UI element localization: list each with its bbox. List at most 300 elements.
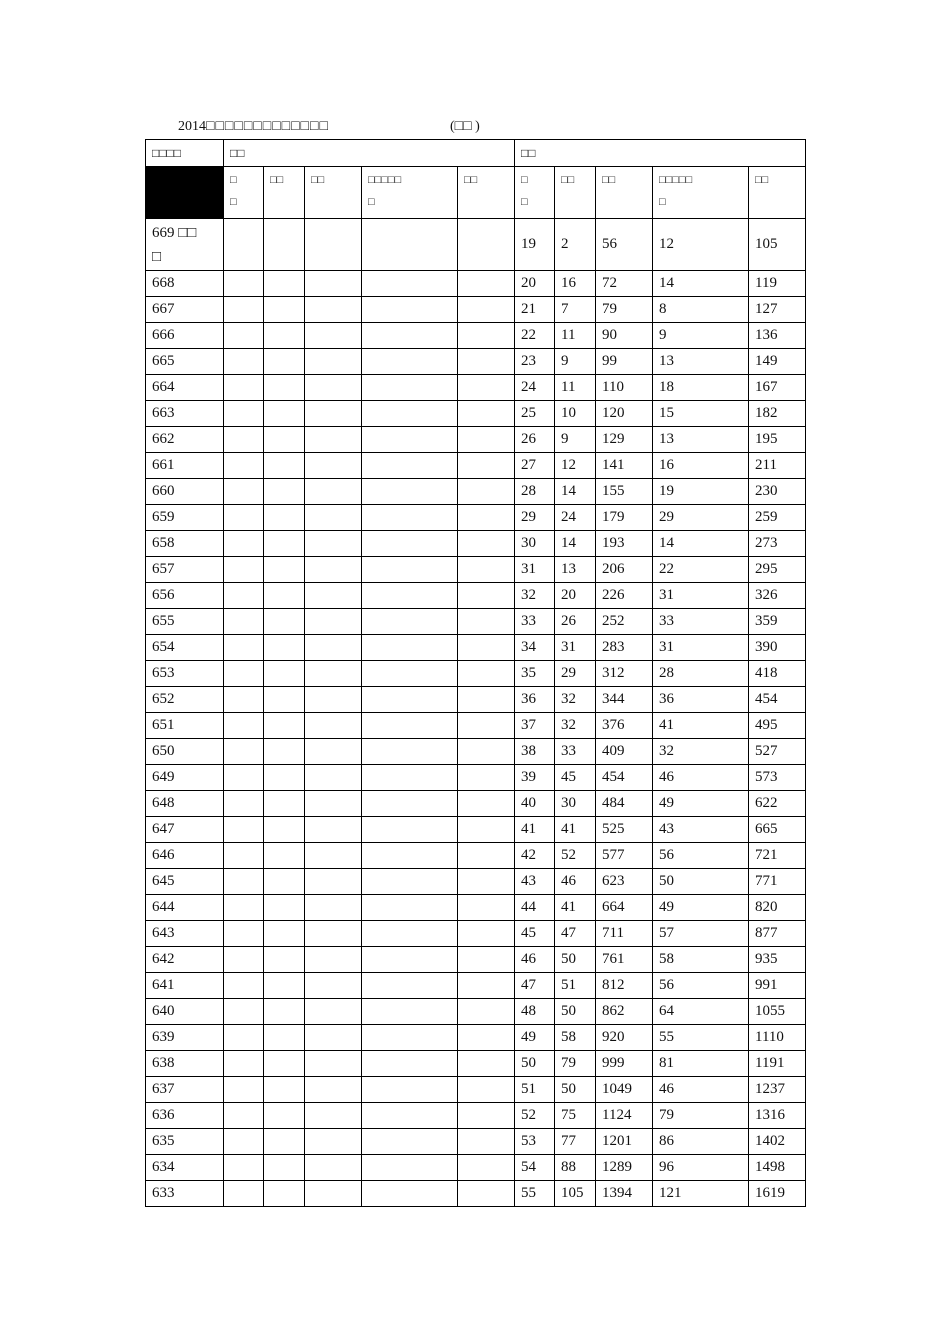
value-cell: 49: [653, 895, 749, 921]
value-cell: 64: [653, 999, 749, 1025]
empty-cell: [224, 375, 264, 401]
value-cell: 43: [515, 869, 555, 895]
value-cell: 527: [749, 739, 806, 765]
value-cell: 11: [555, 375, 596, 401]
table-row: [146, 843, 806, 869]
empty-cell: [264, 791, 305, 817]
value-cell: 129: [596, 427, 653, 453]
value-cell: 577: [596, 843, 653, 869]
document-title: [178, 119, 480, 135]
value-cell: 72: [596, 271, 653, 297]
value-cell: 454: [596, 765, 653, 791]
score-cell: 656: [146, 583, 224, 609]
empty-cell: [264, 817, 305, 843]
value-cell: 41: [555, 895, 596, 921]
empty-cell: [458, 895, 515, 921]
table-row: [146, 323, 806, 349]
value-cell: 119: [749, 271, 806, 297]
table-row: [146, 973, 806, 999]
score-cell: 668: [146, 271, 224, 297]
empty-cell: [264, 1025, 305, 1051]
value-cell: 312: [596, 661, 653, 687]
value-cell: 32: [555, 687, 596, 713]
value-cell: 195: [749, 427, 806, 453]
header-cell: □□: [264, 167, 305, 219]
empty-cell: [458, 739, 515, 765]
empty-cell: [224, 765, 264, 791]
value-cell: 33: [515, 609, 555, 635]
table-row: [146, 583, 806, 609]
empty-cell: [264, 271, 305, 297]
value-cell: 1055: [749, 999, 806, 1025]
empty-cell: [458, 505, 515, 531]
empty-cell: [305, 1155, 362, 1181]
value-cell: 46: [515, 947, 555, 973]
empty-cell: [264, 739, 305, 765]
value-cell: 820: [749, 895, 806, 921]
score-cell: 651: [146, 713, 224, 739]
header-cell: □ □: [515, 167, 555, 219]
value-cell: 105: [749, 219, 806, 271]
value-cell: 359: [749, 609, 806, 635]
value-cell: 525: [596, 817, 653, 843]
score-cell: 635: [146, 1129, 224, 1155]
empty-cell: [458, 609, 515, 635]
score-cell: 640: [146, 999, 224, 1025]
empty-cell: [264, 1181, 305, 1207]
empty-cell: [362, 1103, 458, 1129]
header-cell: □□: [305, 167, 362, 219]
value-cell: 75: [555, 1103, 596, 1129]
table-row: [146, 687, 806, 713]
score-cell: 669 □□ □: [146, 219, 224, 271]
value-cell: 14: [555, 479, 596, 505]
empty-cell: [362, 843, 458, 869]
empty-cell: [224, 687, 264, 713]
value-cell: 9: [653, 323, 749, 349]
score-cell: 667: [146, 297, 224, 323]
table-row: [146, 1155, 806, 1181]
empty-cell: [458, 219, 515, 271]
empty-cell: [362, 505, 458, 531]
value-cell: 48: [515, 999, 555, 1025]
empty-cell: [305, 635, 362, 661]
score-cell: 653: [146, 661, 224, 687]
value-cell: 8: [653, 297, 749, 323]
score-cell: 644: [146, 895, 224, 921]
empty-cell: [458, 583, 515, 609]
empty-cell: [264, 765, 305, 791]
value-cell: 259: [749, 505, 806, 531]
value-cell: 16: [555, 271, 596, 297]
value-cell: 12: [653, 219, 749, 271]
empty-cell: [264, 557, 305, 583]
table-row: [146, 505, 806, 531]
value-cell: 25: [515, 401, 555, 427]
empty-cell: [458, 557, 515, 583]
empty-cell: [305, 1077, 362, 1103]
header-row-1: [146, 140, 806, 167]
value-cell: 31: [555, 635, 596, 661]
empty-cell: [458, 869, 515, 895]
value-cell: 52: [515, 1103, 555, 1129]
empty-cell: [458, 323, 515, 349]
table-row: [146, 661, 806, 687]
empty-cell: [264, 973, 305, 999]
value-cell: 30: [515, 531, 555, 557]
empty-cell: [458, 713, 515, 739]
table-row: [146, 921, 806, 947]
value-cell: 326: [749, 583, 806, 609]
value-cell: 418: [749, 661, 806, 687]
empty-cell: [305, 791, 362, 817]
empty-cell: [305, 375, 362, 401]
empty-cell: [264, 999, 305, 1025]
table-row: [146, 791, 806, 817]
empty-cell: [224, 1103, 264, 1129]
value-cell: 46: [653, 765, 749, 791]
empty-cell: [264, 1129, 305, 1155]
empty-cell: [362, 1155, 458, 1181]
empty-cell: [362, 375, 458, 401]
value-cell: 88: [555, 1155, 596, 1181]
table-row: [146, 349, 806, 375]
value-cell: 9: [555, 349, 596, 375]
value-cell: 81: [653, 1051, 749, 1077]
score-cell: 636: [146, 1103, 224, 1129]
empty-cell: [305, 921, 362, 947]
value-cell: 721: [749, 843, 806, 869]
value-cell: 149: [749, 349, 806, 375]
value-cell: 13: [555, 557, 596, 583]
score-cell: 639: [146, 1025, 224, 1051]
empty-cell: [362, 453, 458, 479]
empty-cell: [458, 453, 515, 479]
empty-cell: [305, 687, 362, 713]
value-cell: 58: [555, 1025, 596, 1051]
title-year: 2014: [178, 119, 206, 134]
value-cell: 26: [515, 427, 555, 453]
value-cell: 812: [596, 973, 653, 999]
header-cell: □□: [749, 167, 806, 219]
score-cell: 661: [146, 453, 224, 479]
empty-cell: [362, 973, 458, 999]
empty-cell: [362, 895, 458, 921]
empty-cell: [458, 375, 515, 401]
table-row: [146, 531, 806, 557]
empty-cell: [264, 297, 305, 323]
value-cell: 376: [596, 713, 653, 739]
empty-cell: [458, 973, 515, 999]
empty-cell: [305, 219, 362, 271]
value-cell: 32: [653, 739, 749, 765]
value-cell: 22: [515, 323, 555, 349]
empty-cell: [458, 349, 515, 375]
value-cell: 13: [653, 427, 749, 453]
score-table: [145, 139, 806, 1207]
value-cell: 179: [596, 505, 653, 531]
empty-cell: [224, 557, 264, 583]
value-cell: 38: [515, 739, 555, 765]
empty-cell: [264, 713, 305, 739]
value-cell: 230: [749, 479, 806, 505]
value-cell: 45: [555, 765, 596, 791]
table-row: [146, 713, 806, 739]
empty-cell: [224, 869, 264, 895]
empty-cell: [305, 869, 362, 895]
value-cell: 41: [653, 713, 749, 739]
empty-cell: [305, 1051, 362, 1077]
table-row: [146, 869, 806, 895]
empty-cell: [305, 557, 362, 583]
title-glyphs: □□□□□□□□□□□□□: [206, 119, 329, 134]
empty-cell: [458, 687, 515, 713]
empty-cell: [362, 1129, 458, 1155]
empty-cell: [362, 427, 458, 453]
value-cell: 32: [515, 583, 555, 609]
table-row: [146, 609, 806, 635]
empty-cell: [224, 843, 264, 869]
value-cell: 77: [555, 1129, 596, 1155]
value-cell: 136: [749, 323, 806, 349]
empty-cell: [264, 609, 305, 635]
value-cell: 34: [515, 635, 555, 661]
value-cell: 12: [555, 453, 596, 479]
empty-cell: [362, 661, 458, 687]
value-cell: 56: [653, 973, 749, 999]
value-cell: 1110: [749, 1025, 806, 1051]
empty-cell: [458, 999, 515, 1025]
score-cell: 665: [146, 349, 224, 375]
empty-cell: [224, 635, 264, 661]
empty-cell: [305, 583, 362, 609]
score-cell: 641: [146, 973, 224, 999]
value-cell: 16: [653, 453, 749, 479]
value-cell: 761: [596, 947, 653, 973]
value-cell: 54: [515, 1155, 555, 1181]
empty-cell: [305, 297, 362, 323]
value-cell: 623: [596, 869, 653, 895]
value-cell: 47: [555, 921, 596, 947]
empty-cell: [305, 895, 362, 921]
value-cell: 51: [515, 1077, 555, 1103]
score-cell: 655: [146, 609, 224, 635]
empty-cell: [224, 219, 264, 271]
table-row: [146, 401, 806, 427]
empty-cell: [264, 1155, 305, 1181]
empty-cell: [264, 687, 305, 713]
empty-cell: [362, 557, 458, 583]
value-cell: 36: [515, 687, 555, 713]
empty-cell: [224, 895, 264, 921]
value-cell: 27: [515, 453, 555, 479]
empty-cell: [305, 843, 362, 869]
empty-cell: [224, 1051, 264, 1077]
value-cell: 10: [555, 401, 596, 427]
table-row: [146, 427, 806, 453]
value-cell: 50: [555, 999, 596, 1025]
value-cell: 43: [653, 817, 749, 843]
empty-cell: [458, 947, 515, 973]
empty-cell: [305, 713, 362, 739]
score-cell: 652: [146, 687, 224, 713]
table-row: [146, 817, 806, 843]
value-cell: 13: [653, 349, 749, 375]
table-row: [146, 479, 806, 505]
empty-cell: [458, 1025, 515, 1051]
empty-cell: [264, 1103, 305, 1129]
score-cell: 637: [146, 1077, 224, 1103]
value-cell: 56: [653, 843, 749, 869]
empty-cell: [224, 609, 264, 635]
header-cell: □ □: [224, 167, 264, 219]
table-row: [146, 635, 806, 661]
score-cell: 650: [146, 739, 224, 765]
value-cell: 409: [596, 739, 653, 765]
empty-cell: [362, 921, 458, 947]
value-cell: 484: [596, 791, 653, 817]
value-cell: 29: [653, 505, 749, 531]
empty-cell: [224, 271, 264, 297]
empty-cell: [362, 635, 458, 661]
value-cell: 226: [596, 583, 653, 609]
empty-cell: [264, 583, 305, 609]
value-cell: 22: [653, 557, 749, 583]
value-cell: 19: [515, 219, 555, 271]
empty-cell: [224, 921, 264, 947]
score-cell: 660: [146, 479, 224, 505]
empty-cell: [224, 947, 264, 973]
value-cell: 711: [596, 921, 653, 947]
value-cell: 30: [555, 791, 596, 817]
empty-cell: [305, 271, 362, 297]
empty-cell: [458, 843, 515, 869]
value-cell: 1237: [749, 1077, 806, 1103]
value-cell: 29: [515, 505, 555, 531]
score-cell: 647: [146, 817, 224, 843]
empty-cell: [224, 1025, 264, 1051]
value-cell: 28: [515, 479, 555, 505]
value-cell: 42: [515, 843, 555, 869]
empty-cell: [264, 843, 305, 869]
empty-cell: [362, 869, 458, 895]
value-cell: 51: [555, 973, 596, 999]
value-cell: 991: [749, 973, 806, 999]
value-cell: 1402: [749, 1129, 806, 1155]
empty-cell: [458, 1129, 515, 1155]
value-cell: 1191: [749, 1051, 806, 1077]
value-cell: 37: [515, 713, 555, 739]
value-cell: 20: [515, 271, 555, 297]
empty-cell: [224, 661, 264, 687]
empty-cell: [362, 791, 458, 817]
empty-cell: [458, 817, 515, 843]
empty-cell: [264, 1051, 305, 1077]
empty-cell: [305, 1129, 362, 1155]
empty-cell: [362, 479, 458, 505]
empty-cell: [305, 1025, 362, 1051]
empty-cell: [305, 947, 362, 973]
value-cell: 52: [555, 843, 596, 869]
table-row: [146, 1129, 806, 1155]
value-cell: 141: [596, 453, 653, 479]
empty-cell: [305, 531, 362, 557]
empty-cell: [305, 999, 362, 1025]
empty-cell: [224, 427, 264, 453]
header-cell: □□□□□ □: [362, 167, 458, 219]
value-cell: 877: [749, 921, 806, 947]
empty-cell: [362, 349, 458, 375]
table-row: [146, 999, 806, 1025]
empty-cell: [224, 1181, 264, 1207]
value-cell: 344: [596, 687, 653, 713]
value-cell: 182: [749, 401, 806, 427]
score-cell: 649: [146, 765, 224, 791]
empty-cell: [458, 401, 515, 427]
value-cell: 21: [515, 297, 555, 323]
empty-cell: [362, 765, 458, 791]
value-cell: 33: [555, 739, 596, 765]
empty-cell: [305, 479, 362, 505]
empty-cell: [305, 427, 362, 453]
empty-cell: [362, 323, 458, 349]
table-row: [146, 765, 806, 791]
empty-cell: [458, 921, 515, 947]
empty-cell: [305, 1103, 362, 1129]
score-cell: 646: [146, 843, 224, 869]
empty-cell: [224, 999, 264, 1025]
empty-cell: [305, 661, 362, 687]
empty-cell: [362, 1181, 458, 1207]
value-cell: 50: [555, 1077, 596, 1103]
value-cell: 999: [596, 1051, 653, 1077]
header-score-label: □□□□: [146, 140, 224, 167]
empty-cell: [362, 271, 458, 297]
empty-cell: [305, 349, 362, 375]
empty-cell: [305, 401, 362, 427]
table-row: [146, 739, 806, 765]
empty-cell: [458, 297, 515, 323]
empty-cell: [458, 765, 515, 791]
header-cell: □□: [555, 167, 596, 219]
value-cell: 50: [555, 947, 596, 973]
value-cell: 14: [653, 531, 749, 557]
value-cell: 935: [749, 947, 806, 973]
value-cell: 273: [749, 531, 806, 557]
value-cell: 24: [555, 505, 596, 531]
empty-cell: [305, 1181, 362, 1207]
table-row: [146, 947, 806, 973]
score-cell: 634: [146, 1155, 224, 1181]
value-cell: 1394: [596, 1181, 653, 1207]
empty-cell: [224, 973, 264, 999]
empty-cell: [362, 739, 458, 765]
value-cell: 167: [749, 375, 806, 401]
value-cell: 45: [515, 921, 555, 947]
header-group-2: □□: [515, 140, 806, 167]
empty-cell: [224, 479, 264, 505]
empty-cell: [362, 999, 458, 1025]
empty-cell: [305, 739, 362, 765]
empty-cell: [305, 609, 362, 635]
empty-cell: [458, 791, 515, 817]
header-group-1: □□: [224, 140, 515, 167]
value-cell: 193: [596, 531, 653, 557]
value-cell: 19: [653, 479, 749, 505]
value-cell: 14: [555, 531, 596, 557]
table-row: [146, 1077, 806, 1103]
value-cell: 32: [555, 713, 596, 739]
